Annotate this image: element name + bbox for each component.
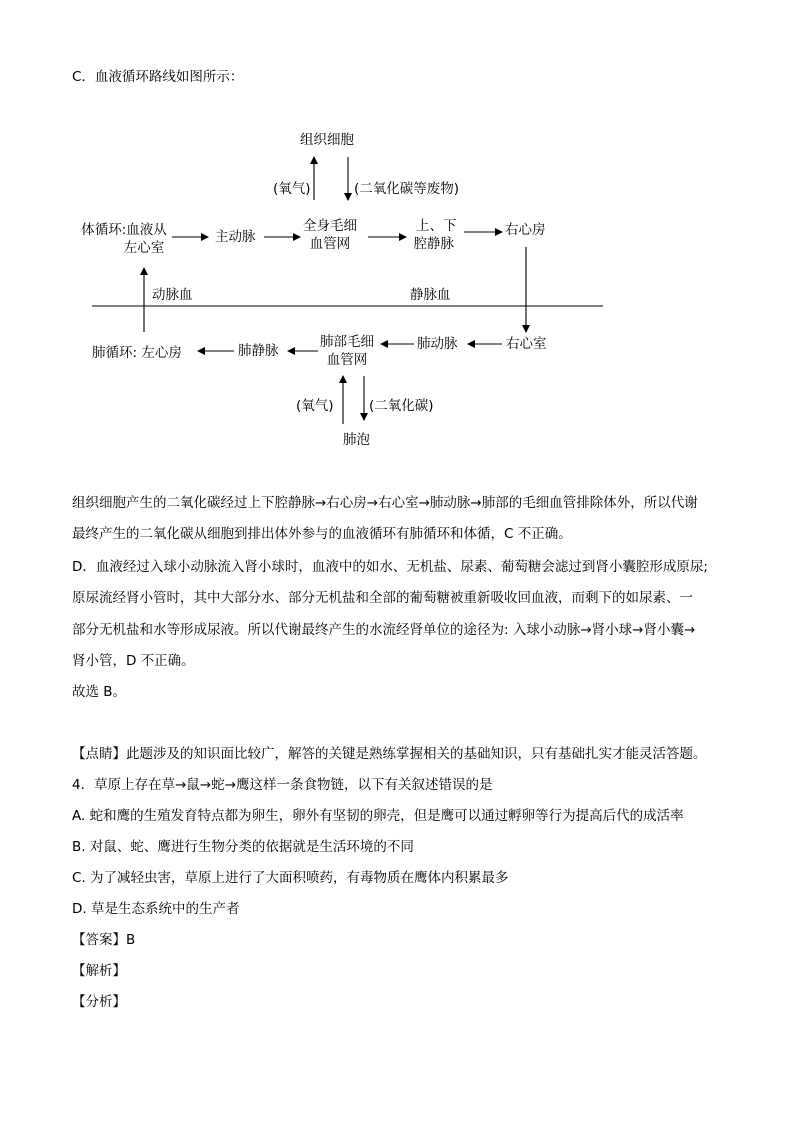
label-vena-cava-line1: 上、下 <box>416 218 457 234</box>
label-right-ventricle: 右心室 <box>506 336 547 352</box>
paragraph-d-line4: 肾小管，D 不正确。 <box>72 653 195 669</box>
label-alveoli: 肺泡 <box>343 432 370 448</box>
paragraph-d-line2: 原尿流经肾小管时，其中大部分水、部分无机盐和全部的葡萄糖被重新吸收回血液，而剩下的如尿素、一 <box>72 590 693 606</box>
label-lung-capillaries-line1: 肺部毛细 <box>320 334 374 350</box>
label-oxygen-top: (氧气) <box>273 181 311 197</box>
label-lung-capillaries-line2: 血管网 <box>326 352 368 368</box>
label-arterial-blood: 动脉血 <box>152 287 193 303</box>
label-body-capillaries-line2: 血管网 <box>309 236 351 252</box>
paragraph-c-line1: 组织细胞产生的二氧化碳经过上下腔静脉→右心房→右心室→肺动脉→肺部的毛细血管排除体外，所以代谢 <box>72 495 698 511</box>
label-co2-bottom: (二氧化碳) <box>369 398 434 414</box>
label-co2-waste: (二氧化碳等废物) <box>354 181 460 197</box>
label-systemic-start <box>74 221 174 257</box>
paragraph-c-line2: 最终产生的二氧化碳从细胞到排出体外参与的血液循环有肺循环和体循，C 不正确。 <box>72 526 572 542</box>
label-pulmonary-end: 肺循环: 左心房 <box>92 345 182 361</box>
question4-option-b: B. 对鼠、蛇、鹰进行生物分类的依据就是生活环境的不同 <box>72 839 414 855</box>
label-lung-capillaries <box>320 333 374 369</box>
question4-option-c: C. 为了减轻虫害，草原上进行了大面积喷药，有毒物质在鹰体内积累最多 <box>72 870 509 886</box>
label-body-capillaries <box>303 217 357 253</box>
question4-stem: 4．草原上存在草→鼠→蛇→鹰这样一条食物链，以下有关叙述错误的是 <box>72 777 493 793</box>
answer-line: 【答案】B <box>72 932 136 948</box>
label-pulmonary-vein: 肺静脉 <box>238 343 279 359</box>
question4-option-a: A. 蛇和鹰的生殖发育特点都为卵生，卵外有坚韧的卵壳，但是鹰可以通过孵卵等行为提高后代的成活率 <box>72 808 684 824</box>
question4-option-d: D. 草是生态系统中的生产者 <box>72 901 240 917</box>
choose-line: 故选 B。 <box>72 684 127 700</box>
label-venous-blood: 静脉血 <box>410 287 451 303</box>
breakdown-heading: 【分析】 <box>72 994 126 1010</box>
label-vena-cava <box>411 217 457 253</box>
label-right-atrium: 右心房 <box>505 222 546 238</box>
label-systemic-start-line1: 体循环:血液从 <box>81 222 167 238</box>
paragraph-d-line1: D．血液经过入球小动脉流入肾小球时，血液中的如水、无机盐、尿素、葡萄糖会滤过到肾小囊腔形成原尿; <box>72 559 708 575</box>
section-c-heading: C．血液循环路线如图所示： <box>72 69 244 85</box>
label-aorta: 主动脉 <box>215 229 256 245</box>
comment-line: 【点睛】此题涉及的知识面比较广，解答的关键是熟练掌握相关的基础知识，只有基础扎实才能灵活答题。 <box>72 746 707 762</box>
analysis-heading: 【解析】 <box>72 963 126 979</box>
label-systemic-start-line2: 左心室 <box>123 240 165 256</box>
label-vena-cava-line2: 腔静脉 <box>413 236 454 252</box>
label-body-capillaries-line1: 全身毛细 <box>303 218 357 234</box>
label-pulmonary-artery: 肺动脉 <box>417 336 458 352</box>
label-oxygen-bottom: (氧气) <box>296 398 334 414</box>
label-tissue-cells: 组织细胞 <box>300 132 354 148</box>
paragraph-d-line3: 部分无机盐和水等形成尿液。所以代谢最终产生的水流经肾单位的途径为: 入球小动脉→肾小球→肾小囊→ <box>72 622 696 638</box>
